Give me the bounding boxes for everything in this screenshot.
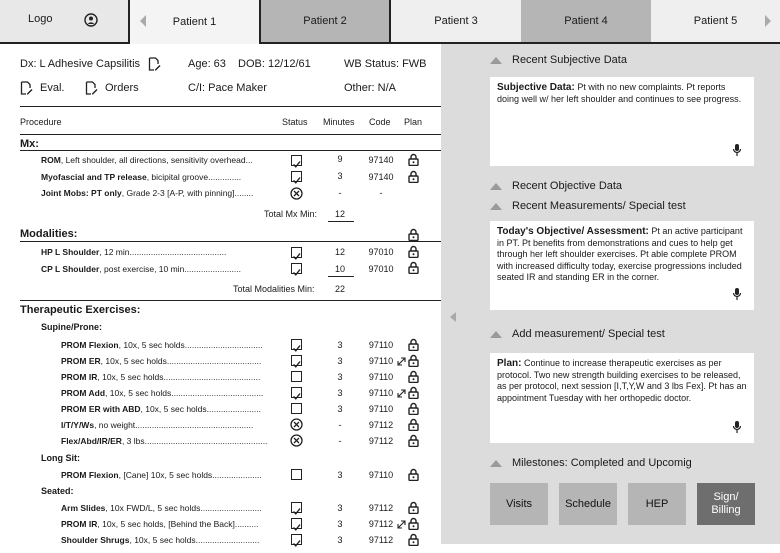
- add-measurement-button[interactable]: Add measurement/ Special test: [512, 328, 665, 340]
- exercise-label: I/T/Y/Ws, no weight..................................................: [61, 420, 254, 430]
- status-checkbox[interactable]: [291, 155, 302, 166]
- col-minutes: Minutes: [323, 117, 355, 127]
- assessment-card[interactable]: Today's Objective/ Assessment: Pt an active participant in PT. Pt benefits from demonstrations and cues to help get through her left shoulder exercises. Pt able complete PROM with increased difficulty today, exercise progressions included seated IR and standing ER in the corner.: [490, 221, 754, 310]
- divider: [20, 134, 441, 135]
- schedule-button[interactable]: Schedule: [559, 483, 617, 525]
- code-value: 97110: [368, 340, 394, 350]
- expand-icon[interactable]: [397, 520, 406, 529]
- total-modalities-label: Total Modalities Min:: [233, 284, 315, 294]
- expand-icon[interactable]: [397, 389, 406, 398]
- status-checkbox[interactable]: [291, 387, 302, 398]
- status-checkbox[interactable]: [291, 339, 302, 350]
- minutes-value: 3: [337, 372, 343, 382]
- exercise-label: PROM IR, 10x, 5 sec holds, [Behind the Back]..........: [61, 519, 259, 529]
- minutes-value: 3: [337, 503, 343, 513]
- collapse-left-icon[interactable]: [448, 311, 457, 323]
- status-checkbox[interactable]: [291, 371, 302, 382]
- minutes-value: 3: [337, 388, 343, 398]
- panel-divider: [441, 44, 463, 544]
- code-value: 97112: [368, 420, 394, 430]
- divider: [20, 106, 441, 107]
- collapse-triangle-icon[interactable]: [490, 57, 502, 64]
- lock-icon[interactable]: [408, 517, 419, 530]
- orders-icon[interactable]: [85, 81, 98, 95]
- minutes-value: 3: [337, 404, 343, 414]
- eval-icon[interactable]: [20, 81, 33, 95]
- col-plan: Plan: [404, 117, 423, 127]
- status-checkbox[interactable]: [291, 263, 302, 274]
- lock-icon[interactable]: [408, 386, 419, 399]
- lock-icon[interactable]: [408, 402, 419, 415]
- minutes-value: 3: [337, 470, 343, 480]
- lock-icon[interactable]: [408, 370, 419, 383]
- lock-icon[interactable]: [408, 153, 419, 166]
- code-value: 97110: [368, 356, 394, 366]
- minutes-value: 3: [337, 340, 343, 350]
- dob: DOB: 12/12/61: [238, 58, 311, 70]
- eval-link[interactable]: Eval.: [40, 82, 65, 94]
- status-checkbox[interactable]: [291, 518, 302, 529]
- top-bar: [0, 0, 780, 44]
- lock-icon[interactable]: [408, 434, 419, 447]
- minutes-value: -: [338, 420, 342, 430]
- code-value: 97112: [368, 535, 394, 545]
- logo: Logo: [28, 13, 53, 25]
- visits-button[interactable]: Visits: [490, 483, 548, 525]
- lock-icon[interactable]: [408, 170, 419, 183]
- lock-icon[interactable]: [408, 338, 419, 351]
- collapse-triangle-icon[interactable]: [490, 183, 502, 190]
- plan-card[interactable]: Plan: Continue to increase therapeutic exercises as per protocol. Two new strength building exercises to be released, as per protocol, next session [I,T,Y,W and 3 lbs Fex]. Pt has an appointment Tuesday with her orthopedic doctor.: [490, 353, 754, 443]
- code-value: 97110: [368, 372, 394, 382]
- orders-link[interactable]: Orders: [105, 82, 139, 94]
- other-info: Other: N/A: [344, 82, 396, 94]
- microphone-icon[interactable]: [732, 420, 742, 434]
- status-cancel-icon[interactable]: [290, 418, 303, 431]
- expand-icon[interactable]: [397, 357, 406, 366]
- status-checkbox[interactable]: [291, 171, 302, 182]
- hep-button[interactable]: HEP: [628, 483, 686, 525]
- divider: [20, 241, 441, 242]
- code-value: 97112: [368, 503, 394, 513]
- divider: [20, 150, 441, 151]
- code-value: 97112: [368, 436, 394, 446]
- total-mx-value: 12: [334, 209, 345, 219]
- lock-icon[interactable]: [408, 501, 419, 514]
- sign-billing-button[interactable]: Sign/ Billing: [697, 483, 755, 525]
- subjective-card[interactable]: Subjective Data: Pt with no new complaints. Pt reports doing well w/ her left shoulder and continues to see progress.: [490, 77, 754, 166]
- add-triangle-icon[interactable]: [490, 331, 502, 338]
- status-cancel-icon[interactable]: [290, 187, 303, 200]
- lock-icon[interactable]: [408, 418, 419, 431]
- exercise-label: PROM Flexion, 10x, 5 sec holds.................................: [61, 340, 263, 350]
- minutes-value: 3: [337, 535, 343, 545]
- collapse-triangle-icon[interactable]: [490, 203, 502, 210]
- microphone-icon[interactable]: [732, 287, 742, 301]
- edit-document-icon[interactable]: [148, 57, 161, 71]
- lock-icon[interactable]: [408, 468, 419, 481]
- lock-icon[interactable]: [408, 261, 419, 274]
- code-value: 97110: [368, 470, 394, 480]
- age: Age: 63: [188, 58, 226, 70]
- collapse-triangle-icon[interactable]: [490, 460, 502, 467]
- chevron-left-icon[interactable]: [138, 14, 148, 28]
- underline: [328, 221, 354, 222]
- status-checkbox[interactable]: [291, 534, 302, 545]
- total-modalities-value: 22: [334, 284, 345, 294]
- tab-patient-1[interactable]: Patient 1: [130, 0, 259, 44]
- status-checkbox[interactable]: [291, 403, 302, 414]
- total-mx-label: Total Mx Min:: [264, 209, 318, 219]
- exercise-label: Shoulder Shrugs, 10x, 5 sec holds...........................: [61, 535, 260, 545]
- tab-patient-2[interactable]: Patient 2: [259, 0, 391, 44]
- user-icon[interactable]: [84, 13, 98, 27]
- section-therapeutic-exercises: Therapeutic Exercises:: [20, 304, 141, 316]
- underline: [328, 276, 354, 277]
- group-seated: Seated:: [41, 486, 74, 496]
- exercise-label: PROM Add, 10x, 5 sec holds.......................................: [61, 388, 264, 398]
- col-code: Code: [369, 117, 391, 127]
- status-checkbox[interactable]: [291, 355, 302, 366]
- lock-icon[interactable]: [408, 354, 419, 367]
- diagnosis: Dx: L Adhesive Capsilitis: [20, 58, 141, 70]
- lock-icon[interactable]: [408, 533, 419, 546]
- code-value: 97112: [368, 519, 394, 529]
- tab-patient-3[interactable]: Patient 3: [391, 0, 521, 44]
- status-checkbox[interactable]: [291, 502, 302, 513]
- wb-status: WB Status: FWB: [344, 58, 427, 70]
- exercise-label: Arm Slides, 10x FWD/L, 5 sec holds..........................: [61, 503, 262, 513]
- recent-subjective-header[interactable]: Recent Subjective Data: [512, 54, 627, 66]
- milestones-header[interactable]: Milestones: Completed and Upcomig: [512, 457, 692, 469]
- group-supine-prone: Supine/Prone:: [41, 322, 103, 332]
- exercise-label: PROM IR, 10x, 5 sec holds.........................................: [61, 372, 261, 382]
- status-checkbox[interactable]: [291, 469, 302, 480]
- exercise-label: PROM ER with ABD, 10x, 5 sec holds.......................: [61, 404, 261, 414]
- divider: [20, 300, 441, 301]
- status-cancel-icon[interactable]: [290, 434, 303, 447]
- col-procedure: Procedure: [20, 117, 62, 127]
- status-checkbox[interactable]: [291, 247, 302, 258]
- recent-objective-header[interactable]: Recent Objective Data: [512, 180, 623, 192]
- tab-patient-5[interactable]: Patient 5: [651, 0, 780, 44]
- code-value: 97110: [368, 388, 394, 398]
- left-panel: [0, 44, 463, 544]
- minutes-value: 3: [337, 356, 343, 366]
- code-value: 97110: [368, 404, 394, 414]
- lock-icon[interactable]: [408, 245, 419, 258]
- minutes-value: -: [338, 436, 342, 446]
- exercise-label: PROM Flexion, [Cane] 10x, 5 sec holds.....................: [61, 470, 262, 480]
- section-mx: Mx:: [20, 138, 39, 150]
- logo-area: [0, 0, 130, 44]
- col-status: Status: [282, 117, 308, 127]
- contraindications: C/I: Pace Maker: [188, 82, 267, 94]
- tab-patient-4[interactable]: Patient 4: [521, 0, 651, 44]
- microphone-icon[interactable]: [732, 143, 742, 157]
- exercise-label: PROM ER, 10x, 5 sec holds........................................: [61, 356, 262, 366]
- exercise-label: Flex/Abd/IR/ER, 3 lbs....................................................: [61, 436, 268, 446]
- recent-measurements-header[interactable]: Recent Measurements/ Special test: [512, 200, 686, 212]
- minutes-value: 3: [337, 519, 343, 529]
- group-long-sit: Long Sit:: [41, 453, 80, 463]
- chevron-right-icon[interactable]: [763, 14, 773, 28]
- section-modalities: Modalities:: [20, 228, 78, 240]
- lock-icon[interactable]: [408, 228, 419, 241]
